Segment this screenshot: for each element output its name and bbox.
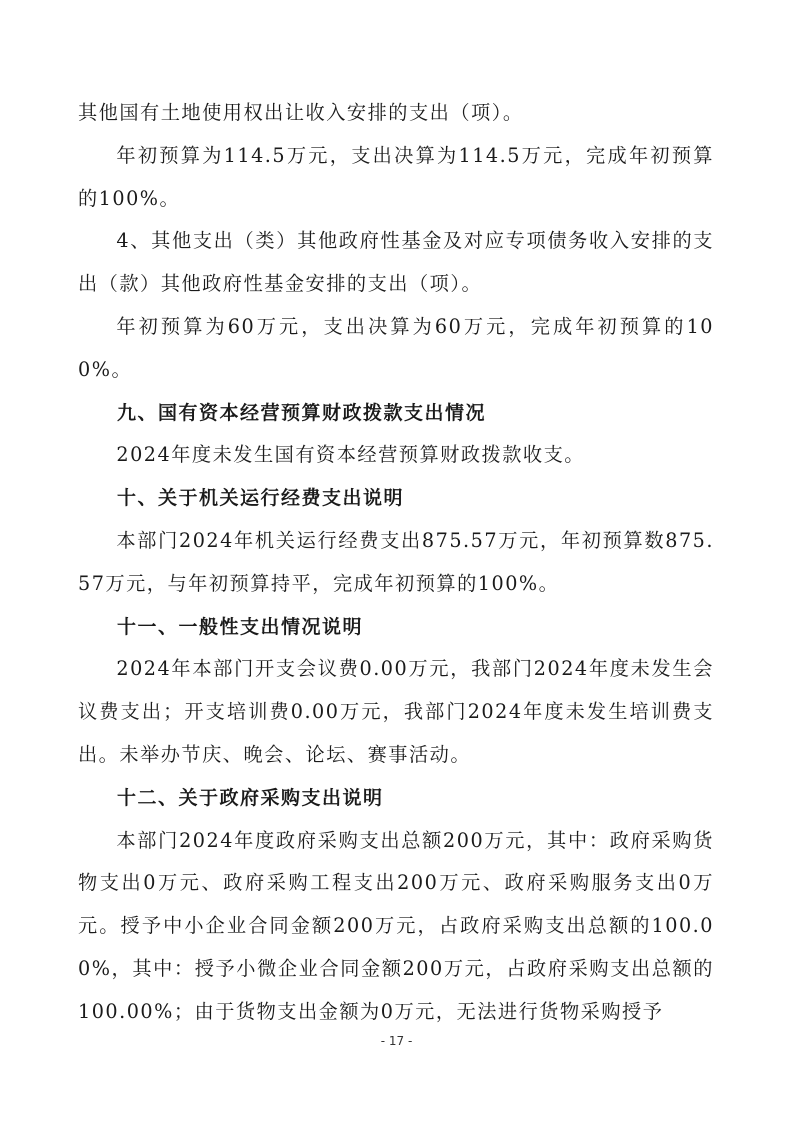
section-heading-12: 十二、关于政府采购支出说明 xyxy=(116,786,384,809)
section-heading-10: 十、关于机关运行经费支出说明 xyxy=(116,487,404,510)
section-body-9: 2024年度未发生国有资本经营预算财政拨款收支。 xyxy=(116,443,585,467)
paragraph-continuation: 其他国有土地使用权出让收入安排的支出（项）。 xyxy=(78,101,524,124)
paragraph-budget-1145: 年初预算为114.5万元，支出决算为114.5万元，完成年初预算的100%。 xyxy=(78,143,714,210)
page-number: - 17 - xyxy=(380,1034,413,1048)
paragraph-budget-60: 年初预算为60万元，支出决算为60万元，完成年初预算的100%。 xyxy=(78,314,714,381)
section-body-10: 本部门2024年机关运行经费支出875.57万元，年初预算数875.57万元，与年初预算持平，完成年初预算的100%。 xyxy=(78,528,714,595)
section-heading-11: 十一、一般性支出情况说明 xyxy=(116,615,363,638)
paragraph-item-4: 4、其他支出（类）其他政府性基金及对应专项债务收入安排的支出（款）其他政府性基金安排的支出（项）。 xyxy=(78,229,714,296)
section-heading-9: 九、国有资本经营预算财政拨款支出情况 xyxy=(116,401,486,424)
document-page xyxy=(78,92,714,1034)
section-body-12: 本部门2024年度政府采购支出总额200万元，其中：政府采购货物支出0万元、政府采购工程支出200万元、政府采购服务支出0万元。授予中小企业合同金额200万元，占政府采购支出总额的100.00%，其中：授予小微企业合同金额200万元，占政府采购支出总额的100.00%；由于货物支出金额为0万元，无法进行货物采购授予 xyxy=(78,828,714,1023)
section-body-11: 2024年本部门开支会议费0.00万元，我部门2024年度未发生会议费支出；开支培训费0.00万元，我部门2024年度未发生培训费支出。未举办节庆、晚会、论坛、赛事活动。 xyxy=(78,657,714,766)
